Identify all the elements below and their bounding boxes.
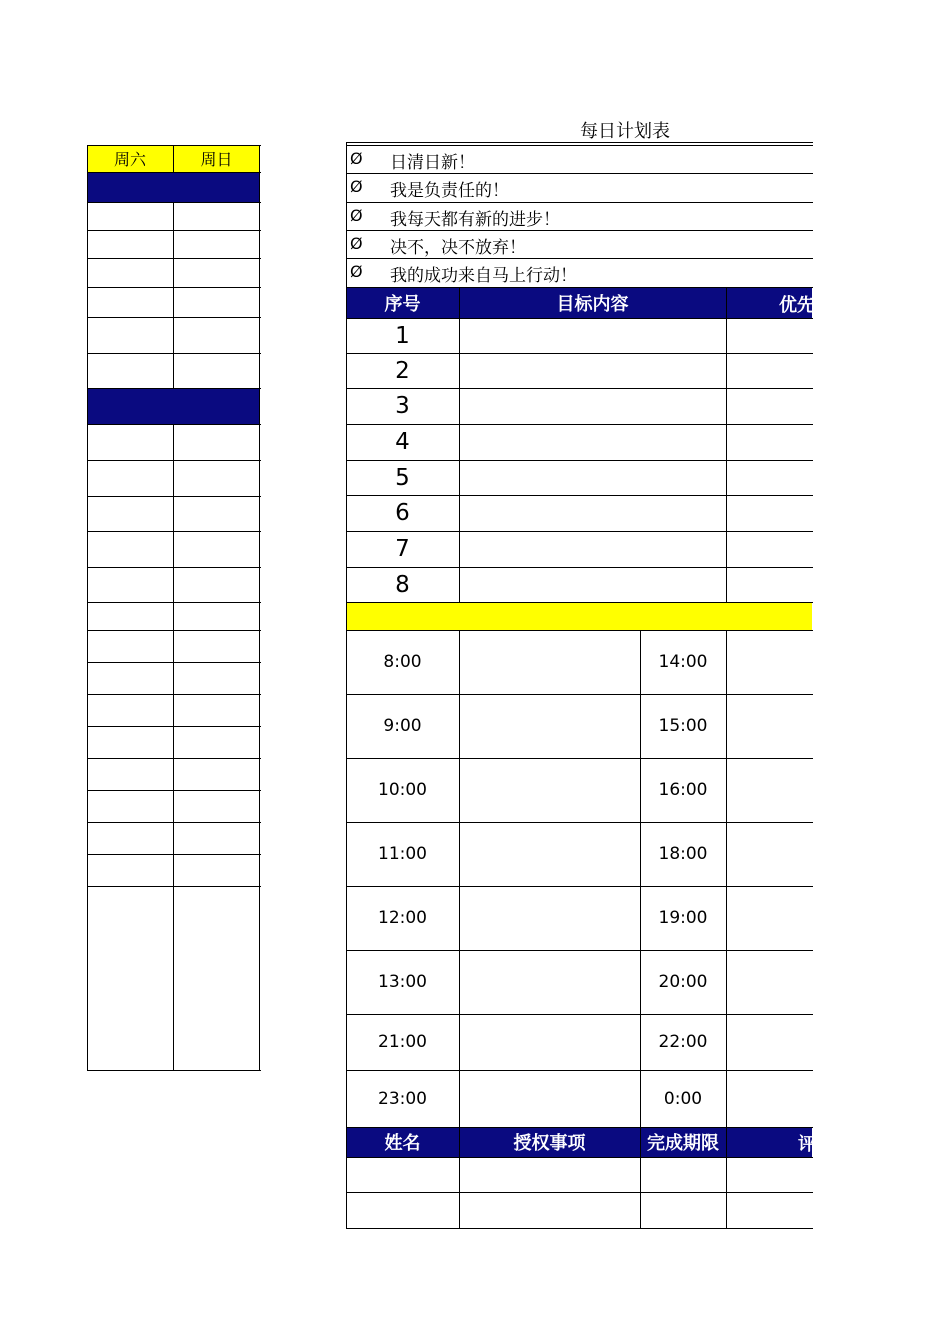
time-slot-entry[interactable]	[460, 631, 640, 694]
delegation-cell[interactable]	[460, 1158, 640, 1192]
goals-header-content	[459, 287, 726, 318]
motto-text: 日清日新！	[390, 153, 475, 173]
grid-line	[346, 1192, 813, 1193]
left-empty-cell[interactable]	[174, 663, 259, 694]
left-empty-cell[interactable]	[174, 855, 259, 886]
bullet-icon: Ø	[350, 177, 363, 196]
time-slot-label: 19:00	[658, 908, 708, 928]
grid-line	[726, 287, 727, 603]
time-slot-entry[interactable]	[727, 695, 812, 758]
motto-text: 我是负责任的！	[390, 181, 509, 201]
delegation-cell[interactable]	[460, 1193, 640, 1228]
schedule-row	[346, 694, 812, 758]
time-slot-entry[interactable]	[727, 1071, 812, 1127]
left-empty-cell[interactable]	[174, 631, 259, 662]
motto-row	[346, 202, 812, 230]
left-empty-cell[interactable]	[88, 497, 173, 531]
left-empty-cell[interactable]	[174, 823, 259, 854]
goal-priority-cell[interactable]	[727, 389, 812, 424]
schedule-row	[346, 630, 812, 694]
time-slot-label: 15:00	[658, 716, 708, 736]
time-slot-label: 9:00	[383, 716, 422, 736]
day-header-saturday	[87, 145, 173, 172]
delegation-row	[346, 1157, 812, 1192]
goal-row	[346, 318, 812, 353]
day-header-sunday	[173, 145, 260, 172]
left-empty-cell[interactable]	[88, 568, 173, 602]
left-empty-cell[interactable]	[88, 461, 173, 496]
left-empty-cell[interactable]	[174, 203, 259, 230]
left-empty-cell[interactable]	[174, 887, 259, 1070]
time-slot-entry[interactable]	[460, 759, 640, 822]
time-slot-label: 10:00	[378, 780, 427, 800]
delegation-header-name	[346, 1127, 459, 1157]
delegation-cell[interactable]	[727, 1193, 812, 1228]
left-empty-cell[interactable]	[88, 695, 173, 726]
left-section-bar-2	[87, 388, 260, 424]
time-slot-entry[interactable]	[460, 951, 640, 1014]
left-empty-cell[interactable]	[174, 791, 259, 822]
grid-line	[173, 145, 174, 173]
left-empty-cell[interactable]	[88, 855, 173, 886]
page-title: 每日计划表	[580, 121, 670, 142]
grid-line	[346, 318, 813, 319]
goal-priority-cell[interactable]	[727, 496, 812, 531]
grid-line	[346, 173, 813, 174]
left-empty-cell[interactable]	[174, 727, 259, 758]
schedule-row	[346, 822, 812, 886]
motto-row	[346, 258, 812, 286]
time-slot-label: 20:00	[658, 972, 708, 992]
left-empty-cell[interactable]	[88, 663, 173, 694]
goal-priority-cell[interactable]	[727, 532, 812, 567]
delegation-cell[interactable]	[641, 1158, 726, 1192]
goal-row	[346, 567, 812, 602]
goal-priority-cell[interactable]	[727, 568, 812, 602]
grid-line	[259, 145, 260, 1071]
motto-text: 我每天都有新的进步！	[390, 210, 560, 230]
left-empty-cell[interactable]	[88, 231, 173, 258]
motto-row	[346, 145, 812, 173]
goals-header-priority	[726, 287, 815, 318]
delegation-cell[interactable]	[347, 1158, 459, 1192]
grid-line	[346, 950, 813, 951]
motto-row	[346, 173, 812, 201]
grid-line	[640, 630, 641, 1229]
left-empty-cell[interactable]	[88, 603, 173, 630]
grid-line	[346, 1070, 813, 1071]
time-slot-label: 23:00	[378, 1088, 427, 1109]
time-slot-label: 16:00	[658, 780, 708, 800]
goal-number: 7	[395, 536, 410, 562]
time-slot-entry[interactable]	[460, 1071, 640, 1127]
bullet-icon: Ø	[350, 234, 363, 253]
left-empty-cell[interactable]	[174, 532, 259, 567]
grid-line	[346, 142, 347, 1229]
left-empty-cell[interactable]	[88, 532, 173, 567]
grid-line	[346, 353, 813, 354]
goal-row	[346, 495, 812, 531]
schedule-row	[346, 1014, 812, 1070]
time-slot-entry[interactable]	[727, 887, 812, 950]
header-label: 优先	[779, 295, 815, 316]
time-slot-entry[interactable]	[727, 759, 812, 822]
left-empty-cell[interactable]	[88, 887, 173, 1070]
grid-line	[87, 1070, 261, 1071]
left-empty-cell[interactable]	[88, 288, 173, 317]
left-empty-cell[interactable]	[88, 631, 173, 662]
left-empty-cell[interactable]	[88, 425, 173, 460]
header-label: 姓名	[384, 1133, 421, 1154]
left-empty-cell[interactable]	[174, 425, 259, 460]
time-slot-label: 0:00	[663, 1088, 703, 1109]
grid-line	[346, 758, 813, 759]
delegation-header-review	[726, 1127, 816, 1157]
goal-content-cell[interactable]	[460, 389, 726, 424]
delegation-cell[interactable]	[727, 1158, 812, 1192]
left-empty-cell[interactable]	[174, 288, 259, 317]
left-empty-cell[interactable]	[88, 354, 173, 388]
goal-number: 8	[395, 571, 410, 598]
left-empty-cell[interactable]	[174, 318, 259, 353]
grid-line	[346, 886, 813, 887]
motto-text: 我的成功来自马上行动！	[390, 266, 577, 286]
goal-row	[346, 353, 812, 388]
goal-content-cell[interactable]	[460, 496, 726, 531]
left-empty-cell[interactable]	[88, 823, 173, 854]
bullet-icon: Ø	[350, 262, 363, 281]
left-empty-cell[interactable]	[174, 231, 259, 258]
goal-number: 6	[395, 500, 410, 526]
grid-line	[346, 531, 813, 532]
goal-number: 5	[395, 464, 410, 491]
goal-content-cell[interactable]	[460, 354, 726, 388]
left-empty-cell[interactable]	[174, 759, 259, 790]
left-empty-cell[interactable]	[174, 259, 259, 287]
header-label: 评	[798, 1134, 816, 1155]
header-label: 目标内容	[556, 293, 629, 315]
time-slot-label: 14:00	[658, 652, 708, 672]
goal-priority-cell[interactable]	[727, 425, 812, 460]
title-rule	[346, 142, 813, 143]
time-slot-entry[interactable]	[727, 1015, 812, 1070]
schedule-band	[346, 602, 812, 630]
delegation-header-task	[459, 1127, 640, 1157]
left-empty-cell[interactable]	[174, 354, 259, 388]
grid-line	[346, 567, 813, 568]
goal-content-cell[interactable]	[460, 461, 726, 495]
time-slot-label: 11:00	[378, 844, 427, 864]
left-empty-cell[interactable]	[88, 318, 173, 353]
goal-number: 4	[395, 429, 410, 455]
grid-line	[346, 287, 813, 288]
time-slot-label: 13:00	[378, 972, 427, 992]
goal-number: 2	[395, 357, 410, 384]
time-slot-entry[interactable]	[460, 695, 640, 758]
goal-content-cell[interactable]	[460, 425, 726, 460]
left-empty-cell[interactable]	[88, 791, 173, 822]
grid-line	[346, 1157, 813, 1158]
goal-content-cell[interactable]	[460, 319, 726, 353]
time-slot-label: 8:00	[383, 652, 422, 672]
day-label: 周六	[113, 150, 146, 169]
schedule-row	[346, 886, 812, 950]
grid-line	[459, 630, 460, 1229]
goal-priority-cell[interactable]	[727, 319, 812, 353]
schedule-row	[346, 1070, 812, 1127]
grid-line	[459, 287, 460, 603]
time-slot-label: 18:00	[658, 844, 708, 864]
left-section-bar-1	[87, 172, 260, 202]
header-label: 完成期限	[647, 1133, 719, 1154]
left-empty-cell[interactable]	[174, 461, 259, 496]
grid-line	[346, 630, 813, 631]
bullet-icon: Ø	[350, 149, 363, 168]
time-slot-entry[interactable]	[460, 887, 640, 950]
title-rule	[346, 145, 813, 146]
left-empty-cell[interactable]	[88, 759, 173, 790]
time-slot-label: 22:00	[658, 1032, 708, 1052]
left-empty-cell[interactable]	[174, 603, 259, 630]
grid-line	[87, 388, 261, 389]
goal-content-cell[interactable]	[460, 568, 726, 602]
day-label: 周日	[200, 150, 233, 169]
delegation-cell[interactable]	[347, 1193, 459, 1228]
header-label: 序号	[384, 293, 421, 315]
goal-number: 1	[395, 322, 410, 349]
schedule-row	[346, 758, 812, 822]
time-slot-entry[interactable]	[460, 1015, 640, 1070]
schedule-row	[346, 950, 812, 1014]
grid-line	[87, 172, 261, 173]
delegation-cell[interactable]	[641, 1193, 726, 1228]
left-empty-cell[interactable]	[174, 695, 259, 726]
goal-priority-cell[interactable]	[727, 461, 812, 495]
grid-line	[346, 1228, 813, 1229]
time-slot-label: 21:00	[378, 1032, 427, 1052]
grid-line	[726, 630, 727, 1229]
time-slot-entry[interactable]	[727, 631, 812, 694]
goal-row	[346, 531, 812, 567]
grid-line	[87, 145, 261, 146]
time-slot-entry[interactable]	[727, 951, 812, 1014]
left-empty-cell[interactable]	[88, 203, 173, 230]
grid-line	[346, 388, 813, 389]
time-slot-entry[interactable]	[460, 823, 640, 886]
goal-row	[346, 424, 812, 460]
left-empty-cell[interactable]	[174, 497, 259, 531]
goal-content-cell[interactable]	[460, 532, 726, 567]
goal-row	[346, 388, 812, 424]
time-slot-entry[interactable]	[727, 823, 812, 886]
grid-line	[346, 424, 813, 425]
motto-text: 决不，决不放弃！	[390, 238, 526, 258]
goals-header-number	[346, 287, 459, 318]
time-slot-label: 12:00	[378, 908, 427, 928]
grid-line	[346, 1014, 813, 1015]
grid-line	[346, 202, 813, 203]
left-empty-cell[interactable]	[174, 568, 259, 602]
left-empty-cell[interactable]	[88, 727, 173, 758]
grid-line	[346, 495, 813, 496]
goal-row	[346, 460, 812, 495]
grid-line	[346, 1127, 813, 1128]
grid-line	[346, 460, 813, 461]
grid-line	[346, 258, 813, 259]
goal-number: 3	[395, 393, 410, 419]
grid-line	[346, 602, 813, 603]
motto-row	[346, 230, 812, 258]
left-empty-cell[interactable]	[88, 259, 173, 287]
grid-line	[346, 694, 813, 695]
delegation-header-deadline	[640, 1127, 726, 1157]
header-label: 授权事项	[513, 1133, 586, 1154]
bullet-icon: Ø	[350, 206, 363, 225]
grid-line	[346, 230, 813, 231]
grid-line	[346, 822, 813, 823]
goal-priority-cell[interactable]	[727, 354, 812, 388]
delegation-row	[346, 1192, 812, 1228]
